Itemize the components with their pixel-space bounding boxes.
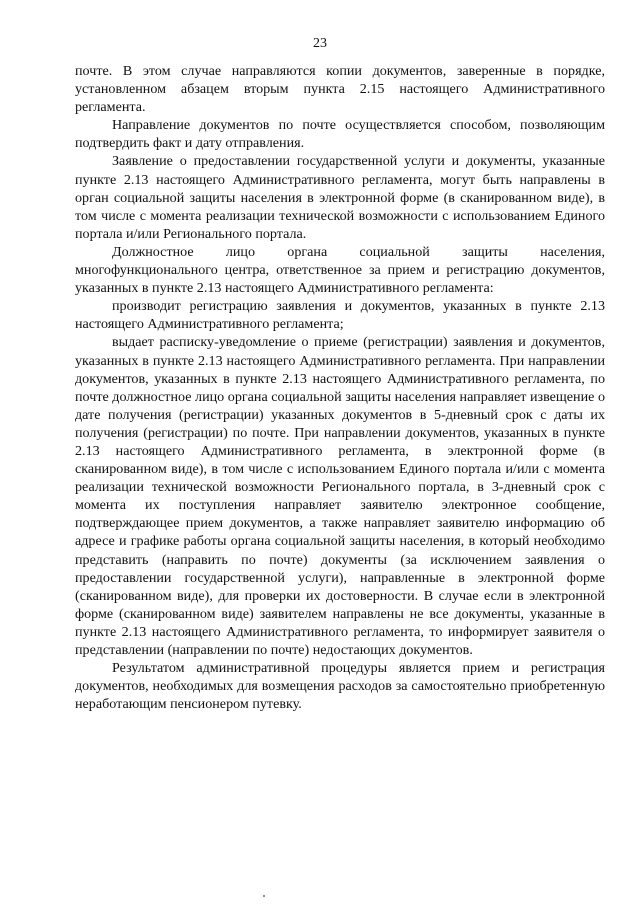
paragraph-receipt-notification: выдает расписку-уведомление о приеме (регистрации) заявления и документов, указанных в пункте 2.13 настоящего Административного регламента. При направлении документов, указанных в пункте 2.13 настоящего Административного регламента, по почте должностное лицо органа социальной защиты населения направляет извещение о дате получения (регистрации) указанных документов в 5-дневный срок с даты их получения (регистрации) по почте. При направлении документов, указанных в пункте 2.13 настоящего Административного регламента, в электронной форме (в сканированном виде), в том числе с использованием Единого портала и/или с момента реализации технической возможности Регионального портала, в 3-дневный срок с момента их поступления направляет заявителю электронное сообщение, подтверждающее прием документов, а также направляет заявителю информацию об адресе и графике работы органа социальной защиты населения, в который необходимо представить (направить по почте) документы (за исключением заявления о предоставлении государственной услуги), направленные в электронной форме (сканированном виде), для проверки их достоверности. В случае если в электронной форме (сканированном виде) заявителем направлены не все документы, указанные в пункте 2.13 настоящего Административного регламента, то информирует заявителя о представлении (направлении по почте) недостающих документов.	[75, 334, 605, 658]
page-number: 23	[313, 36, 327, 51]
document-body	[75, 62, 605, 713]
paragraph-responsible-official: Должностное лицо органа социальной защиты населения, многофункционального центра, ответственное за прием и регистрацию документов, указанных в пункте 2.13 настоящего Административного регламента:	[75, 243, 605, 297]
paragraph-procedure-result: Результатом административной процедуры является прием и регистрация документов, необходимых для возмещения расходов за самостоятельно приобретенную неработающим пенсионером путевку.	[75, 660, 605, 713]
paragraph-electronic-submission: Заявление о предоставлении государственной услуги и документы, указанные пункте 2.13 настоящего Административного регламента, могут быть направлены в орган социальной защиты населения в электронной форме (в сканированном виде), в том числе с момента реализации технической возможности с использованием Единого портала и/или Регионального портала.	[75, 153, 605, 242]
scan-speck	[263, 895, 265, 897]
paragraph-postal-delivery: Направление документов по почте осуществляется способом, позволяющим подтвердить факт и дату отправления.	[75, 117, 605, 152]
paragraph-continuation: почте. В этом случае направляются копии документов, заверенные в порядке, установленном абзацем вторым пункта 2.15 настоящего Административного регламента.	[75, 63, 605, 116]
paragraph-registration: производит регистрацию заявления и документов, указанных в пункте 2.13 настоящего Административного регламента;	[75, 298, 605, 333]
